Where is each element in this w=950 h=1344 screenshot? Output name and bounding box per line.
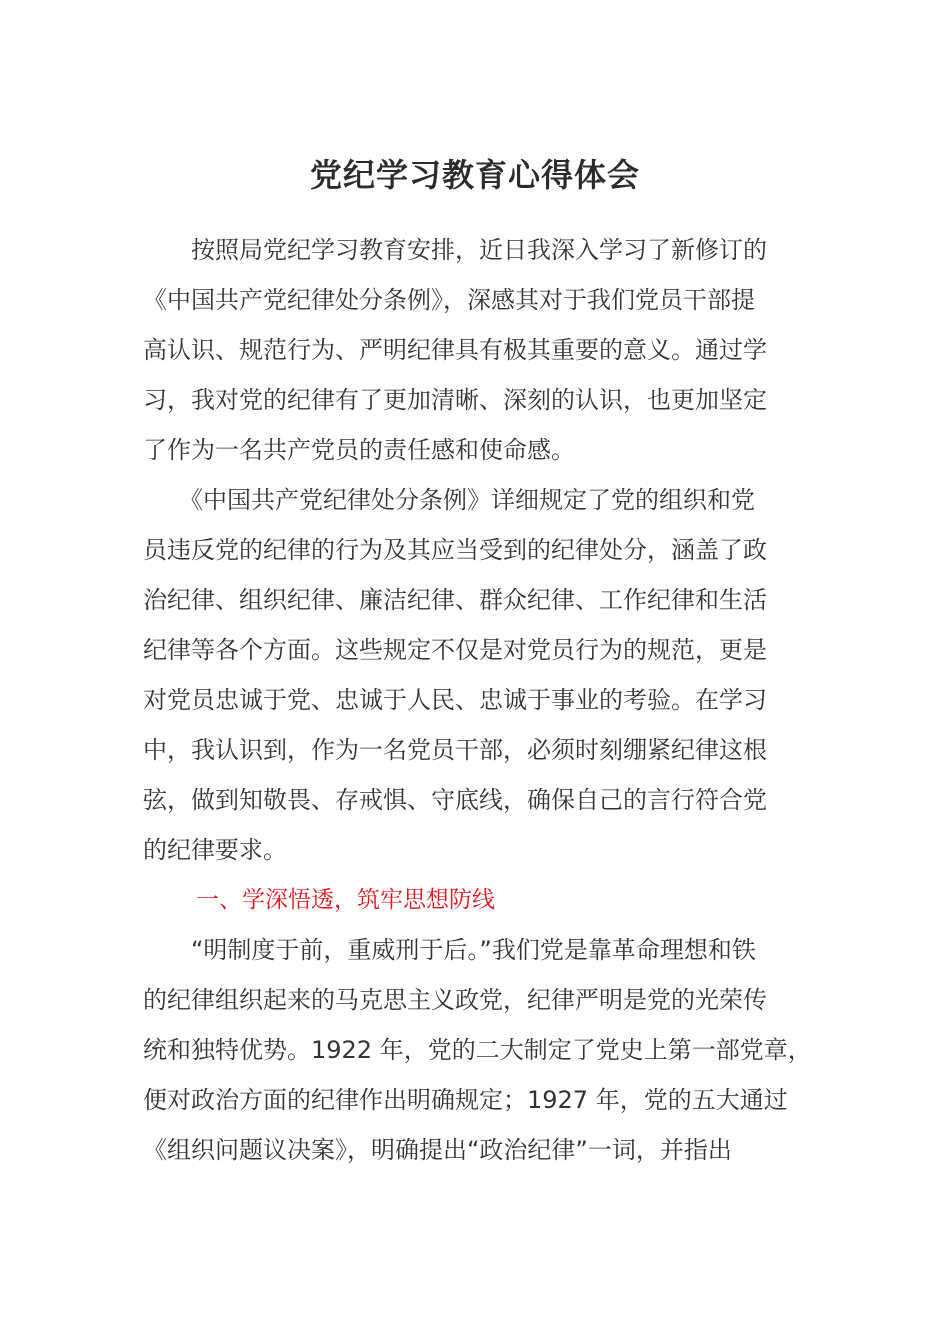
paragraph-line: 按照局党纪学习教育安排，近日我深入学习了新修订的 (143, 236, 767, 264)
paragraph-line: 弦，做到知敬畏、存戒惧、守底线，确保自己的言行符合党 (143, 786, 767, 814)
paragraph-line: 《中国共产党纪律处分条例》，深感其对于我们党员干部提 (143, 286, 755, 314)
paragraph-line: 便对政治方面的纪律作出明确规定；1927 年，党的五大通过 (143, 1086, 788, 1114)
paragraph-line: 《中国共产党纪律处分条例》详细规定了党的组织和党 (143, 486, 755, 514)
section-heading: 一、学深悟透，筑牢思想防线 (196, 887, 495, 913)
paragraph-line: 的纪律组织起来的马克思主义政党，纪律严明是党的光荣传 (143, 986, 767, 1014)
paragraph-line: 纪律等各个方面。这些规定不仅是对党员行为的规范，更是 (143, 636, 767, 664)
paragraph-line: 员违反党的纪律的行为及其应当受到的纪律处分，涵盖了政 (143, 536, 767, 564)
paragraph-line: 了作为一名共产党员的责任感和使命感。 (143, 436, 575, 464)
paragraph-line: 习，我对党的纪律有了更加清晰、深刻的认识，也更加坚定 (143, 386, 767, 414)
paragraph-line: 统和独特优势。1922 年，党的二大制定了党史上第一部党章， (143, 1036, 812, 1064)
paragraph-line: “明制度于前，重威刑于后。”我们党是靠革命理想和铁 (143, 936, 756, 964)
paragraph-line: 中，我认识到，作为一名党员干部，必须时刻绷紧纪律这根 (143, 736, 767, 764)
paragraph-line: 治纪律、组织纪律、廉洁纪律、群众纪律、工作纪律和生活 (143, 586, 767, 614)
paragraph-line: 《组织问题议决案》，明确提出“政治纪律”一词，并指出 (143, 1136, 732, 1164)
paragraph-line: 高认识、规范行为、严明纪律具有极其重要的意义。通过学 (143, 336, 767, 364)
paragraph-line: 对党员忠诚于党、忠诚于人民、忠诚于事业的考验。在学习 (143, 686, 767, 714)
paragraph-line: 的纪律要求。 (143, 836, 287, 864)
document-title: 党纪学习教育心得体会 (309, 156, 640, 194)
